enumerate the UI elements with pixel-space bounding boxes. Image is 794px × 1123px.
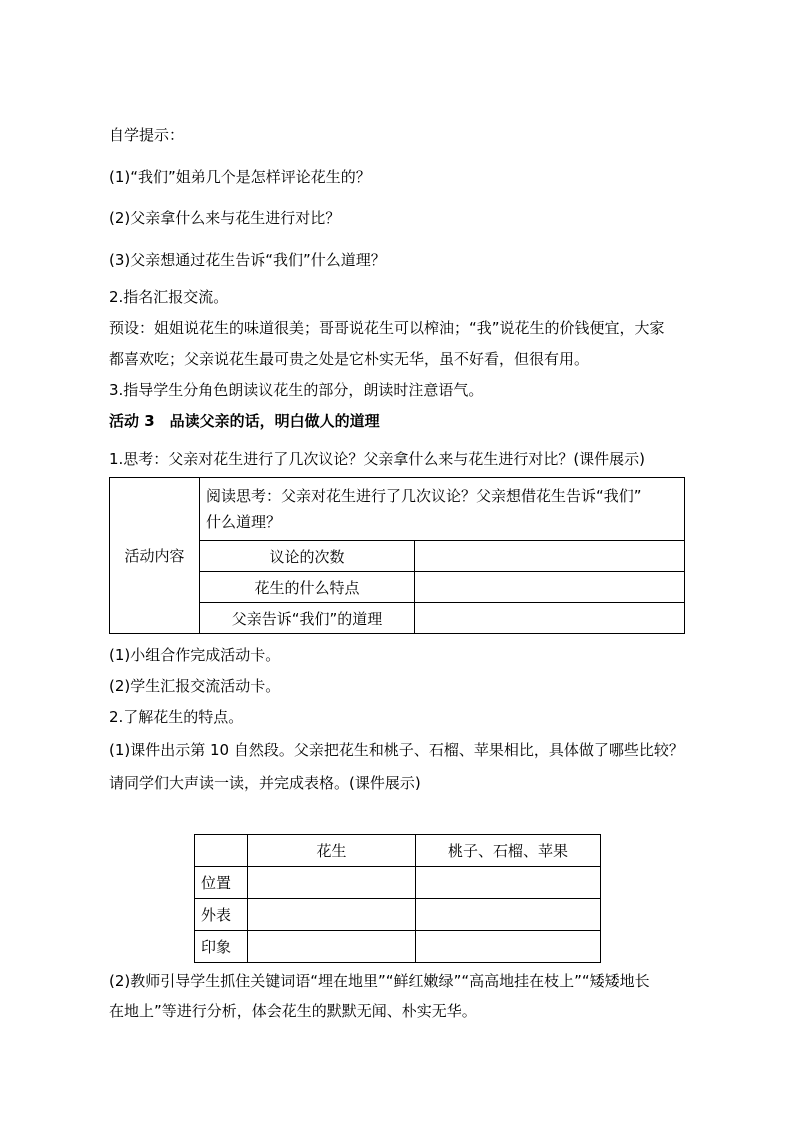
card-row-label: 花生的什么特点 bbox=[200, 572, 415, 603]
card-row-value bbox=[415, 541, 685, 572]
card-question-line-1: 阅读思考：父亲对花生进行了几次议论？父亲想借花生告诉“我们” bbox=[206, 487, 642, 505]
question-1: (1)“我们”姐弟几个是怎样评论花生的？ bbox=[109, 168, 371, 186]
card-question-line-2: 什么道理？ bbox=[206, 513, 282, 531]
para-2-line-1: (2)教师引导学生抓住关键词语“埋在地里”“鲜红嫩绿”“高高地挂在枝上”“矮矮地长 bbox=[109, 972, 650, 990]
think-question: 1.思考：父亲对花生进行了几次议论？父亲拿什么来与花生进行对比？(课件展示) bbox=[109, 450, 646, 468]
sub-step-1: (1)小组合作完成活动卡。 bbox=[109, 646, 281, 664]
table-cell bbox=[248, 899, 416, 931]
table-cell bbox=[416, 867, 601, 899]
table-cell bbox=[416, 899, 601, 931]
comparison-table bbox=[194, 834, 601, 963]
question-3: (3)父亲想通过花生告诉“我们”什么道理？ bbox=[109, 251, 386, 269]
row-header: 位置 bbox=[195, 867, 248, 899]
para-1-line-2: 请同学们大声读一读，并完成表格。(课件展示) bbox=[109, 774, 421, 792]
column-header: 花生 bbox=[248, 835, 416, 867]
para-2-line-2: 在地上”等进行分析，体会花生的默默无闻、朴实无华。 bbox=[109, 1002, 477, 1020]
question-2: (2)父亲拿什么来与花生进行对比？ bbox=[109, 209, 341, 227]
table-cell bbox=[248, 867, 416, 899]
row-header: 外表 bbox=[195, 899, 248, 931]
table-cell bbox=[416, 931, 601, 963]
card-row-value bbox=[415, 572, 685, 603]
self-study-heading: 自学提示： bbox=[109, 126, 185, 144]
preset-line-2: 都喜欢吃；父亲说花生最可贵之处是它朴实无华，虽不好看，但很有用。 bbox=[109, 350, 590, 368]
step-role-reading: 3.指导学生分角色朗读议花生的部分，朗读时注意语气。 bbox=[109, 381, 484, 399]
table-cell bbox=[248, 931, 416, 963]
column-header: 桃子、石榴、苹果 bbox=[416, 835, 601, 867]
card-question bbox=[200, 478, 685, 541]
card-row-label: 父亲告诉“我们”的道理 bbox=[200, 603, 415, 634]
preset-line-1: 预设：姐姐说花生的味道很美；哥哥说花生可以榨油；“我”说花生的价钱便宜，大家 bbox=[109, 319, 665, 337]
activity-3-heading: 活动 3 品读父亲的话，明白做人的道理 bbox=[109, 412, 380, 430]
step-report: 2.指名汇报交流。 bbox=[109, 288, 229, 306]
corner-cell bbox=[195, 835, 248, 867]
sub-step-2: (2)学生汇报交流活动卡。 bbox=[109, 677, 281, 695]
para-1-line-1: (1)课件出示第 10 自然段。父亲把花生和桃子、石榴、苹果相比，具体做了哪些比较？ bbox=[109, 741, 684, 759]
card-row-value bbox=[415, 603, 685, 634]
row-header: 印象 bbox=[195, 931, 248, 963]
activity-content-label: 活动内容 bbox=[110, 478, 200, 634]
card-row-label: 议论的次数 bbox=[200, 541, 415, 572]
activity-card-table bbox=[109, 477, 685, 634]
step-features: 2.了解花生的特点。 bbox=[109, 708, 244, 726]
